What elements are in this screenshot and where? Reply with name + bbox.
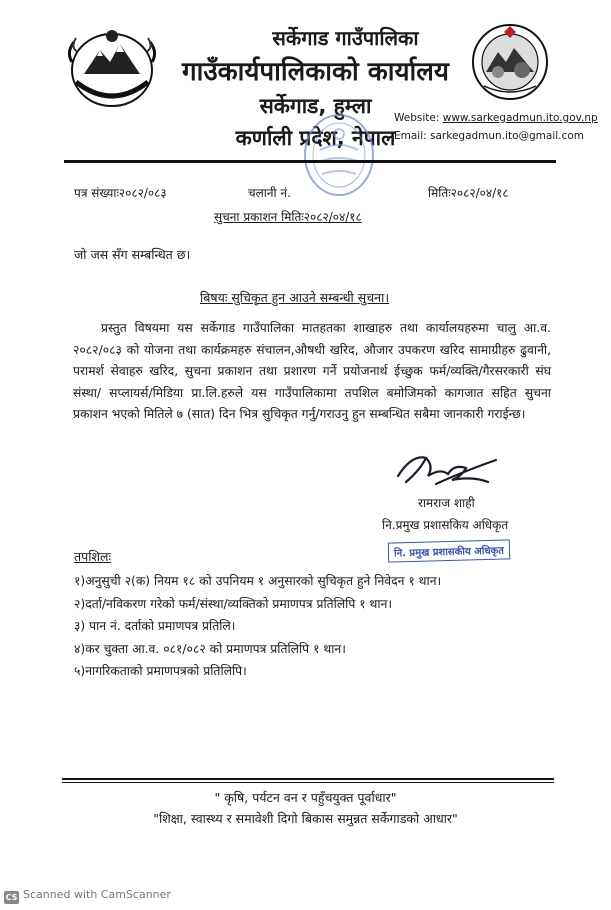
signatory-title: नि.प्रमुख प्रशासकिय अधिकृत xyxy=(382,518,509,532)
subject-line: बिषयः सुचिकृत हुन आउने सम्बन्धी सुचना। xyxy=(200,290,390,305)
signatory-name: रामराज शाही xyxy=(418,496,475,510)
email-value[interactable]: sarkegadmun.ito@gmail.com xyxy=(430,130,584,142)
header-divider xyxy=(64,160,556,163)
municipality-name: सर्केगाड गाउँपालिका xyxy=(272,26,419,50)
greeting: जो जस सँग सम्बन्धित छ। xyxy=(74,247,191,262)
list-item: ३) पान नं. दर्ताको प्रमाणपत्र प्रतिलि। xyxy=(74,619,236,634)
office-name: गाउँकार्यपालिकाको कार्यालय xyxy=(182,57,449,87)
website-line xyxy=(394,112,598,124)
email-label: Email: xyxy=(394,130,427,142)
camscanner-icon: CS xyxy=(5,893,18,902)
scanner-text: Scanned with CamScanner xyxy=(23,888,171,901)
signature-icon xyxy=(392,446,502,492)
list-item: ४)कर चुक्ता आ.व. ०८१/०८२ को प्रमाणपत्र प्रतिलिपि १ थान। xyxy=(74,641,346,656)
footer-divider-thick xyxy=(62,778,554,780)
details-heading: तपशिलः xyxy=(74,549,111,564)
notice-publish-date: सुचना प्रकाशन मितिः२०८२/०४/१८ xyxy=(214,210,362,224)
letter-number: पत्र संख्याः२०८२/०८३ xyxy=(74,186,167,200)
letter-date: मितिः२०८२/०४/१८ xyxy=(428,186,509,200)
list-item: १)अनुसुची २(क) नियम १८ को उपनियम १ अनुसारको सुचिकृत हुने निवेदन १ थान। xyxy=(74,574,442,588)
list-item: २)दर्ता/नविकरण गरेको फर्म/संस्था/व्यक्तिको प्रमाणपत्र प्रतिलिपि १ थान। xyxy=(74,596,393,611)
footer-slogan-1: " कृषि, पर्यटन वन र पहुँचयुक्त पूर्वाधार" xyxy=(214,790,397,805)
footer-slogan-2: "शिक्षा, स्वास्थ्य र समावेशी दिगो बिकास समुन्नत सर्केगाडको आधार" xyxy=(153,811,458,826)
dispatch-number: चलानी नं. xyxy=(248,186,291,200)
scanner-watermark xyxy=(4,888,171,904)
officer-stamp: नि. प्रमुख प्रशासकीय अधिकृत xyxy=(388,539,510,562)
website-label: Website: xyxy=(394,112,440,124)
list-item: ५)नागरिकताको प्रमाणपत्रको प्रतिलिपि। xyxy=(74,664,247,679)
office-address: सर्केगाड, हुम्ला xyxy=(259,94,372,118)
province-name: कर्णाली प्रदेश, नेपाल xyxy=(235,126,396,150)
email-line xyxy=(394,130,584,142)
municipality-logo-icon xyxy=(470,22,550,102)
round-seal-icon xyxy=(300,110,378,200)
details-list xyxy=(74,570,441,683)
footer-divider-thin xyxy=(62,782,554,783)
body-paragraph: प्रस्तुत विषयमा यस सर्केगाड गाउँपालिका मातहतका शाखाहरु तथा कार्यालयहरुमा चालु आ.व. २०८२/०८३ को योजना तथा कार्यक्रमहरु संचालन,औषधी खरिद, औजार उपकरण खरिद सामाग्रीहरु ढुवानी, परामर्श सेवाहरु खरिद, सुचना प्रकाशन तथा प्रशारण गर्ने प्रयोजनार्थ ईच्छुक फर्म/व्यक्ति/गैरसरकारी संघ संस्था/ सप्लायर्स/मिडिया प्रा.लि.हरुले यस गाउँपालिकामा तपशिल बमोजिमको कागजात सहित सुचना प्रकाशन भएको मितिले ७ (सात) दिन भित्र सुचिकृत गर्नु/गराउनु हुन सम्बन्धित सबैमा जानकारी गराईन्छ। xyxy=(73,321,551,422)
website-link[interactable]: www.sarkegadmun.ito.gov.np xyxy=(442,112,598,124)
